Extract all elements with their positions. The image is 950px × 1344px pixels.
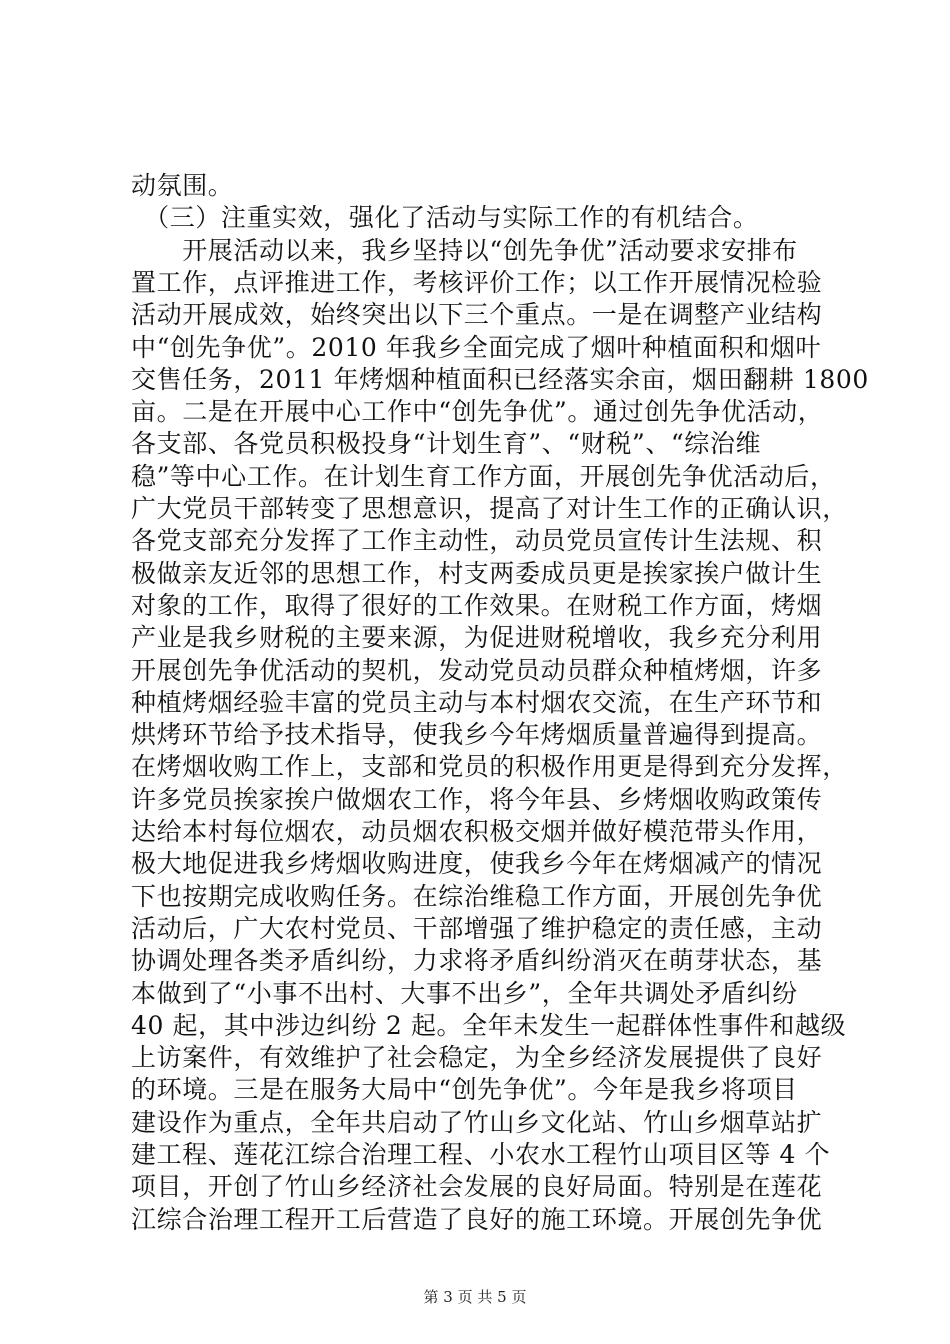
text-line: 动氛围。 [131,171,234,200]
text-line: 广大党员干部转变了思想意识，提高了对计生工作的正确认识， [131,494,848,523]
page-footer: 第 3 页 共 5 页 [423,1288,527,1306]
text-line: 许多党员挨家挨户做烟农工作，将今年县、乡烤烟收购政策传 [131,784,823,814]
text-line: 亩。二是在开展中心工作中“创先争优”。通过创先争优活动， [131,397,824,427]
text-line: 上访案件，有效维护了社会稳定，为全乡经济发展提供了良好 [131,1043,823,1073]
text-line: 项目，开创了竹山乡经济社会发展的良好局面。特别是在莲花 [131,1172,823,1202]
text-line: 江综合治理工程开工后营造了良好的施工环境。开展创先争优 [131,1204,823,1234]
text-line: 各党支部充分发挥了工作主动性，动员党员宣传计生法规、积 [131,526,823,556]
text-line: 下也按期完成收购任务。在综治维稳工作方面，开展创先争优 [131,881,823,911]
text-line: （三）注重实效，强化了活动与实际工作的有机结合。 [131,203,759,233]
text-line: 达给本村每位烟农，动员烟农积极交烟并做好模范带头作用， [131,817,823,846]
text-line: 交售任务，2011 年烤烟种植面积已经落实余亩，烟田翻耕 1800 [131,364,869,394]
text-line: 各支部、各党员积极投身“计划生育”、“财税”、“综治维 [131,429,762,459]
text-line: 稳”等中心工作。在计划生育工作方面，开展创先争优活动后， [131,461,836,491]
text-line: 置工作，点评推进工作，考核评价工作；以工作开展情况检验 [131,267,823,297]
text-line: 协调处理各类矛盾纠纷，力求将矛盾纠纷消灭在萌芽状态，基 [131,946,823,976]
text-line: 开展创先争优活动的契机，发动党员动员群众种植烤烟，许多 [131,655,823,685]
text-line: 对象的工作，取得了很好的工作效果。在财税工作方面，烤烟 [131,590,823,620]
text-line: 极做亲友近邻的思想工作，村支两委成员更是挨家挨户做计生 [131,558,823,588]
text-line: 产业是我乡财税的主要来源，为促进财税增收，我乡充分利用 [131,623,823,653]
text-line: 活动后，广大农村党员、干部增强了维护稳定的责任感，主动 [131,913,823,943]
text-line: 中“创先争优”。2010 年我乡全面完成了烟叶种植面积和烟叶 [131,332,822,362]
text-line: 建设作为重点，全年共启动了竹山乡文化站、竹山乡烟草站扩 [131,1107,823,1137]
text-line: 在烤烟收购工作上，支部和党员的积极作用更是得到充分发挥， [131,752,848,782]
text-line: 极大地促进我乡烤烟收购进度，使我乡今年在烤烟减产的情况 [131,849,823,879]
text-line: 烘烤环节给予技术指导，使我乡今年烤烟质量普遍得到提高。 [131,720,823,750]
text-line: 的环境。三是在服务大局中“创先争优”。今年是我乡将项目 [131,1075,798,1105]
text-line: 建工程、莲花江综合治理工程、小农水工程竹山项目区等 4 个 [131,1140,831,1169]
text-line: 40 起，其中涉边纠纷 2 起。全年未发生一起群体性事件和越级 [131,1010,847,1040]
text-line: 种植烤烟经验丰富的党员主动与本村烟农交流，在生产环节和 [131,687,823,717]
text-line: 活动开展成效，始终突出以下三个重点。一是在调整产业结构 [131,300,823,330]
text-line: 本做到了“小事不出村、大事不出乡”，全年共调处矛盾纠纷 [131,978,798,1008]
text-line: 开展活动以来，我乡坚持以“创先争优”活动要求安排布 [131,235,798,265]
